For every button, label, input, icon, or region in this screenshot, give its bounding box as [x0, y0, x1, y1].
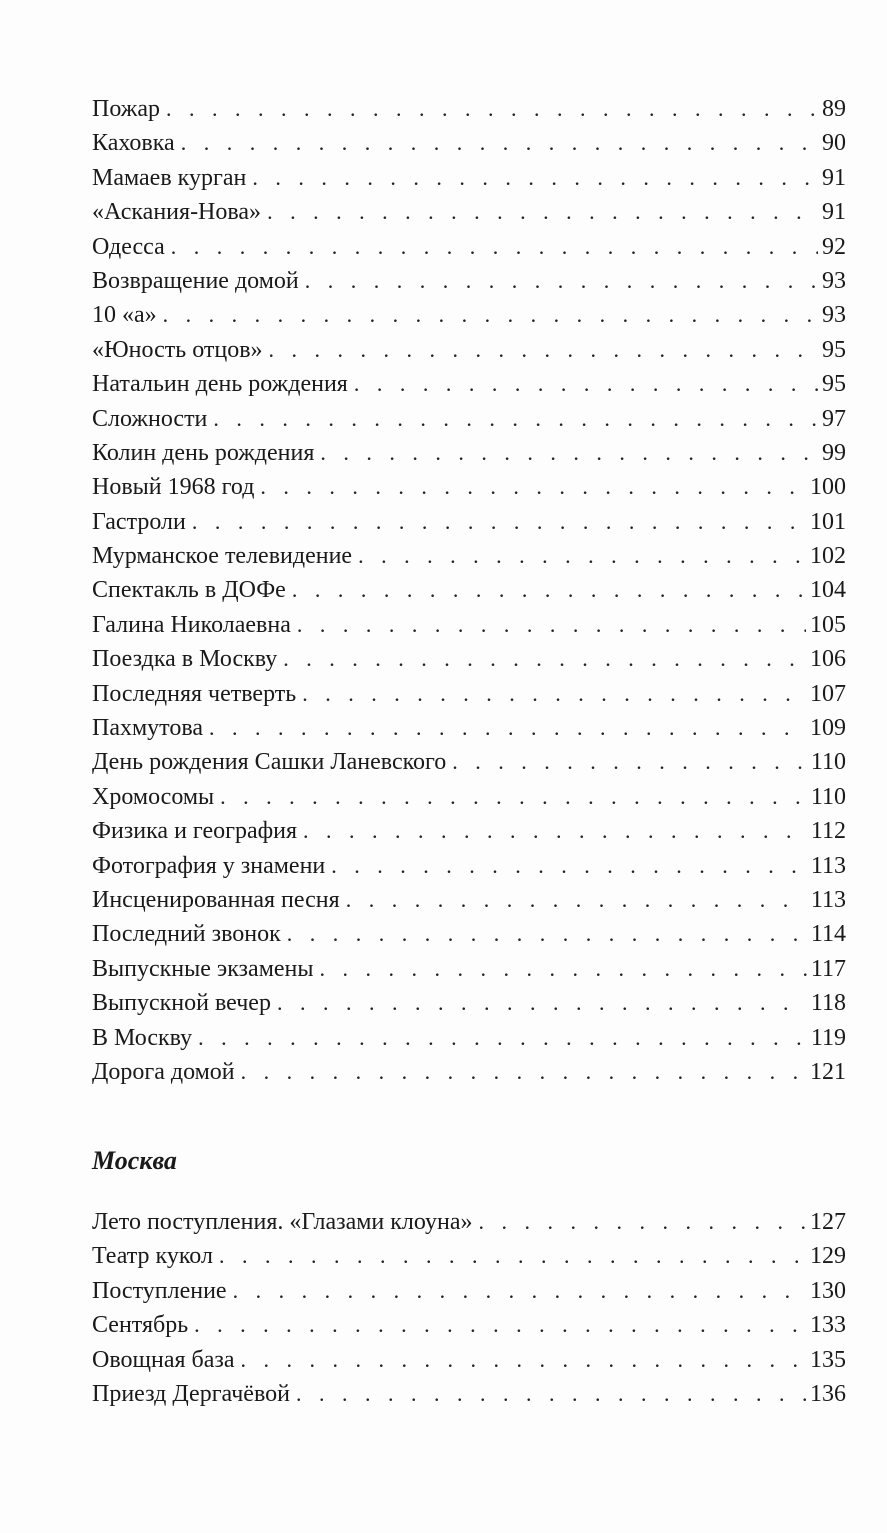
toc-entry-page: 93 — [822, 302, 846, 329]
toc-entry-page: 100 — [810, 474, 846, 501]
dot-leader — [287, 917, 807, 951]
dot-leader — [163, 298, 818, 332]
toc-entry — [92, 436, 846, 470]
dot-leader — [194, 1308, 806, 1342]
toc-entry — [92, 917, 846, 951]
toc-entry-title: Поездка в Москву — [92, 646, 278, 673]
toc-entry-title: Лето поступления. «Глазами клоуна» — [92, 1209, 473, 1235]
toc-entry — [92, 126, 846, 160]
toc-entry — [92, 1274, 846, 1308]
toc-entry-page: 119 — [810, 1024, 846, 1051]
toc-entry — [92, 814, 846, 848]
toc-entry-title: Гастроли — [92, 508, 186, 535]
toc-entry — [92, 470, 846, 504]
toc-entry-page: 117 — [810, 955, 846, 982]
toc-entry — [92, 745, 846, 779]
dot-leader — [181, 126, 818, 160]
toc-entry-title: День рождения Сашки Ланевского — [92, 749, 447, 776]
toc-entry-title: Возвращение домой — [92, 267, 299, 294]
dot-leader — [219, 1239, 806, 1273]
toc-entry — [92, 986, 846, 1020]
toc-entry-title: Сентябрь — [92, 1312, 189, 1339]
toc-entry-page: 89 — [822, 96, 846, 122]
dot-leader — [241, 1055, 806, 1089]
toc-entry-title: Выпускной вечер — [92, 990, 271, 1017]
toc-entry-page: 130 — [810, 1277, 846, 1304]
toc-entry-page: 118 — [810, 990, 846, 1017]
toc-entry-page: 133 — [810, 1312, 846, 1339]
dot-leader — [297, 608, 806, 642]
toc-entry-title: Физика и география — [92, 818, 298, 845]
toc-entry-title: Поступление — [92, 1277, 227, 1304]
toc-entry-title: Натальин день рождения — [92, 371, 348, 398]
toc-entry — [92, 711, 846, 745]
toc-entry-page: 102 — [810, 543, 846, 570]
toc-entry-title: Каховка — [92, 130, 175, 157]
toc-entry-page: 114 — [810, 921, 846, 948]
toc-entry — [92, 505, 846, 539]
dot-leader — [320, 436, 818, 470]
toc-entry-page: 95 — [822, 371, 846, 398]
toc-entry-title: Последняя четверть — [92, 680, 297, 707]
toc-entry-title: Спектакль в ДОФе — [92, 577, 286, 604]
toc-entry-page: 104 — [810, 577, 846, 604]
toc-entry-title: Пожар — [92, 96, 160, 122]
toc-entry-title: Одесса — [92, 233, 165, 260]
toc-entry-page: 127 — [810, 1209, 846, 1235]
section-heading: Москва — [92, 1146, 177, 1175]
toc-entry-page: 136 — [810, 1380, 846, 1407]
dot-leader — [241, 1343, 806, 1377]
toc-entry — [92, 333, 846, 367]
toc-entry-title: Мамаев курган — [92, 164, 247, 191]
dot-leader — [358, 539, 806, 573]
toc-entry-page: 106 — [810, 646, 846, 673]
toc-entry-title: «Юность отцов» — [92, 336, 263, 363]
toc-entry — [92, 92, 846, 126]
toc-entry-title: Хромосомы — [92, 783, 215, 810]
toc-entry-page: 112 — [810, 818, 846, 845]
toc-entry — [92, 677, 846, 711]
toc-entry-page: 129 — [810, 1243, 846, 1270]
toc-entry — [92, 952, 846, 986]
toc-entry-title: В Москву — [92, 1024, 193, 1051]
toc-entry — [92, 161, 846, 195]
dot-leader — [305, 264, 818, 298]
toc-entry-page: 91 — [822, 199, 846, 226]
toc-entry-page: 110 — [810, 783, 846, 810]
toc-entry-page: 101 — [810, 508, 846, 535]
dot-leader — [220, 780, 807, 814]
toc-entry-title: Последний звонок — [92, 921, 281, 948]
toc-entry — [92, 608, 846, 642]
toc-entry-page: 92 — [822, 233, 846, 260]
dot-leader — [198, 1021, 807, 1055]
toc-entry-title: «Аскания-Нова» — [92, 199, 262, 226]
toc-entry — [92, 230, 846, 264]
toc-entry — [92, 849, 846, 883]
toc-entry — [92, 1205, 846, 1239]
toc-entry-title: Театр кукол — [92, 1243, 213, 1270]
toc-entry-page: 110 — [810, 749, 846, 776]
dot-leader — [283, 642, 806, 676]
dot-leader — [320, 952, 807, 986]
toc-entry-title: Пахмутова — [92, 715, 204, 742]
toc-entry-page: 91 — [822, 164, 846, 191]
toc-entry-title: Новый 1968 год — [92, 474, 255, 501]
toc-entry — [92, 402, 846, 436]
dot-leader — [192, 505, 806, 539]
toc-entry — [92, 1055, 846, 1089]
dot-leader — [269, 333, 818, 367]
toc-entry-page: 121 — [810, 1058, 846, 1085]
toc-entry-page: 113 — [810, 852, 846, 879]
toc-entry — [92, 1343, 846, 1377]
toc-entry — [92, 883, 846, 917]
toc-entry-page: 107 — [810, 680, 846, 707]
toc-entry-page: 135 — [810, 1346, 846, 1373]
toc-entry — [92, 367, 846, 401]
toc-entry-page: 105 — [810, 611, 846, 638]
dot-leader — [260, 470, 806, 504]
dot-leader — [346, 883, 807, 917]
toc-list-part1 — [92, 92, 846, 1089]
dot-leader — [209, 711, 806, 745]
toc-entry — [92, 539, 846, 573]
toc-entry-page: 90 — [822, 130, 846, 157]
toc-entry-title: Сложности — [92, 405, 208, 432]
dot-leader — [233, 1274, 806, 1308]
toc-list-part2 — [92, 1205, 846, 1411]
toc-entry-title: Фотография у знамени — [92, 852, 326, 879]
dot-leader — [292, 573, 806, 607]
dot-leader — [302, 677, 806, 711]
dot-leader — [252, 161, 818, 195]
dot-leader — [303, 814, 807, 848]
toc-entry-title: Галина Николаевна — [92, 611, 291, 638]
toc-entry-title: Мурманское телевидение — [92, 543, 353, 570]
dot-leader — [452, 745, 807, 779]
toc-entry — [92, 642, 846, 676]
toc-entry-page: 95 — [822, 336, 846, 363]
toc-entry — [92, 1021, 846, 1055]
dot-leader — [277, 986, 807, 1020]
toc-entry — [92, 573, 846, 607]
toc-entry — [92, 195, 846, 229]
dot-leader — [166, 92, 818, 126]
dot-leader — [296, 1377, 806, 1411]
toc-entry — [92, 264, 846, 298]
toc-entry-title: Колин день рождения — [92, 439, 315, 466]
toc-entry — [92, 780, 846, 814]
dot-leader — [331, 849, 807, 883]
toc-entry-title: Приезд Дергачёвой — [92, 1380, 290, 1407]
dot-leader — [354, 367, 818, 401]
toc-entry-title: Дорога домой — [92, 1058, 235, 1085]
dot-leader — [213, 402, 818, 436]
toc-entry-page: 109 — [810, 715, 846, 742]
dot-leader — [171, 230, 818, 264]
toc-entry — [92, 1377, 846, 1411]
toc-entry-page: 93 — [822, 267, 846, 294]
toc-entry-title: Выпускные экзамены — [92, 955, 314, 982]
toc-entry-page: 97 — [822, 405, 846, 432]
dot-leader — [478, 1205, 806, 1239]
toc-entry-page: 99 — [822, 439, 846, 466]
toc-entry — [92, 1239, 846, 1273]
toc-entry — [92, 1308, 846, 1342]
toc-entry-title: Инсценированная песня — [92, 886, 340, 913]
toc-entry — [92, 298, 846, 332]
toc-entry-title: 10 «а» — [92, 302, 157, 329]
dot-leader — [267, 195, 818, 229]
toc-entry-page: 113 — [810, 886, 846, 913]
toc-entry-title: Овощная база — [92, 1346, 235, 1373]
